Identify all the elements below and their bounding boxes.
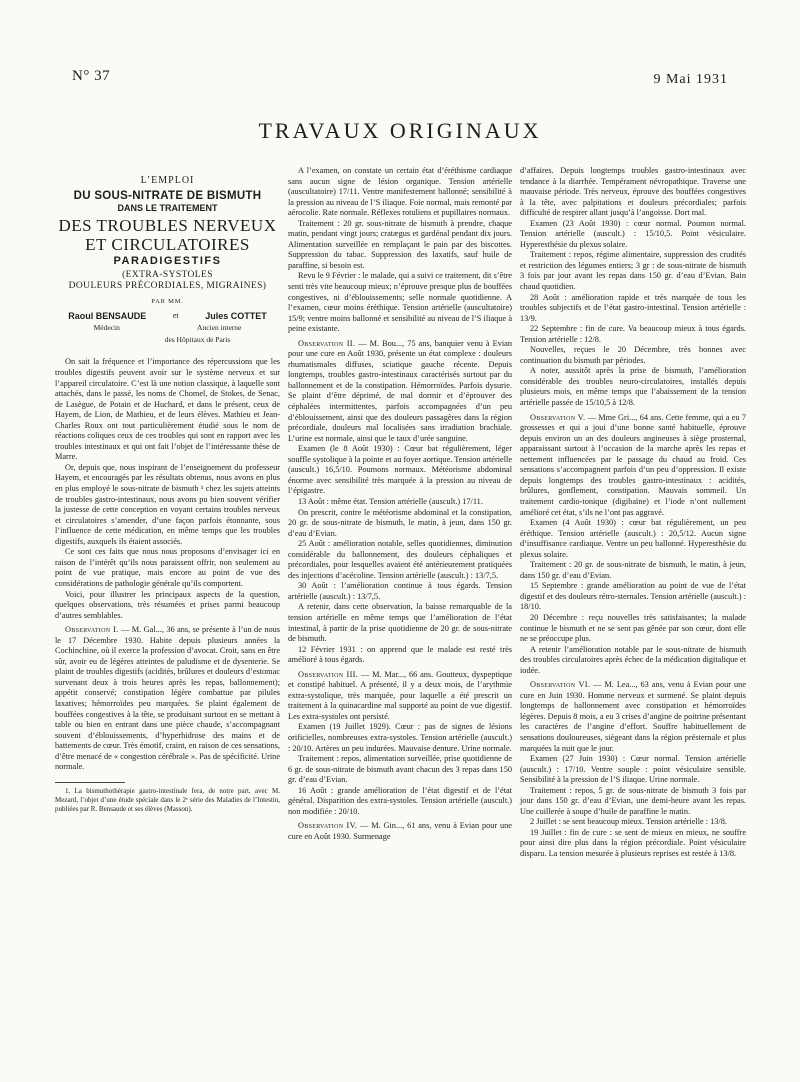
footnote: 1. La bismuthothérapie gastro-intestinale fera, de notre part, avec M. Mezard, l’objet d’une étude spéciale dans le 2ᵉ série des Maladies de l’Intestin, publiées par R. Bensaude et ses élèves (Masson). <box>55 786 280 813</box>
paragraph: Ce sont ces faits que nous nous proposons d’envisager ici en raison de l’intérêt qu’ils nous paraissent offrir, non seulement au point de vue pratique, mais encore au point de vue des considérations de pathologie générale qu’ils comportent. <box>55 547 280 588</box>
paragraph: Traitement : repos, 5 gr. de sous-nitrate de bismuth 3 fois par jour dans 150 gr. d’eau d’Evian, une demi-heure avant les repas. Une cuillerée à soupe d’huile de paraffine le matin. <box>520 785 746 816</box>
paragraph: A retenir l’amélioration notable par le sous-nitrate de bismuth des troubles circulatoires après échec de la médication digitalique et iodée. <box>520 644 746 675</box>
paragraph: On sait la fréquence et l’importance des répercussions que les troubles digestifs peuvent avoir sur le système nerveux et sur l’appareil circulatoire. C’est là une notion classique, à laquelle sont attachés, dans le passé, les noms de Chomel, de Stokes, de Senac, de Lasègue, de Potain et de Huchard, et dans le présent, ceux de Hayem, de Lion, de Mathieu, et de leurs élèves. Mathieu et Jean-Charles Roux ont tout particulièrement étudié sous le nom de réactions coliques ceux de ces troubles qui sont en rapport avec les troubles intestinaux et qui ont fait l’objet de l’intéressante thèse de Marre. <box>55 357 280 462</box>
section-title: TRAVAUX ORIGINAUX <box>258 118 542 143</box>
paragraph: Traitement : 20 gr. sous-nitrate de bismuth à prendre, chaque matin, pendant vingt jours; cratægus et gardénal pendant dix jours. Alimentation surveillée en remplaçant le pain par des biscottes. Suppression du tabac. Suppression des laxatifs, sauf huile de paraffine, si besoin est. <box>288 218 512 270</box>
paragraph: A noter, aussitôt après la prise de bismuth, l’amélioration considérable des troubles neuro-circulatoires, installés depuis plusieurs mois, en même temps que l’abaissement de la tension artérielle passée de 15/10,5 à 12/8. <box>520 366 746 408</box>
observation-heading: Observation VI. <box>530 680 591 690</box>
title-line: DES TROUBLES NERVEUX <box>58 215 277 235</box>
observation-text: — M. Bou..., 75 ans, banquier venu à Evian pour une cure en Août 1930, présente un état complexe : douleurs rhumatismales diffuses, sciatique gauche récente. Depuis longtemps, troubles gastro-intestinaux caractérisés surtout par du ballonnement et de la constipation. Hémorroïdes. Parfois dysurie. Se plaint d’être déprimé, de mal dormir et d’éprouver des céphalées intermittentes, parfois accompagnées d’un peu d’éblouissement, ainsi que des douleurs passagères dans la région précordiale, douleurs mal localisées sans irradiation brachiale. L’urine est normale, ainsi que le taux d’urée sanguine. <box>288 338 513 443</box>
observation-paragraph <box>288 670 512 723</box>
author-roles <box>55 323 280 334</box>
footnote-rule <box>55 782 125 783</box>
paragraph: Voici, pour illustrer les principaux aspects de la question, quelques observations, très résumées et prises parmi beaucoup d’autres semblables. <box>55 589 280 620</box>
paragraph: A l’examen, on constate un certain état d’éréthisme cardiaque sans aucun signe de lésion organique. Tension artérielle (auscultatoire) 17/11. Ventre manifestement ballonné; sensibilité à la pression au niveau de l’S iliaque. Foie normal, mais remonté par aérocolie. Rate normale. Réflexes rotuliens et pupillaires normaux. <box>288 166 512 218</box>
author-role: Ancien interne <box>197 323 242 333</box>
issue-number: N° 37 <box>72 68 111 84</box>
paragraph: 22 Septembre : fin de cure. Va beaucoup mieux à tous égards. Tension artérielle : 12/8. <box>520 324 746 344</box>
column-2 <box>288 166 512 842</box>
paragraph: 15 Septembre : grande amélioration au point de vue de l’état digestif et des douleurs rétro-sternales. Tension artérielle (auscult.) : 18/10. <box>520 581 746 612</box>
observation-paragraph <box>55 625 280 773</box>
paragraph: Traitement : repos, régime alimentaire, suppression des crudités et restriction des légumes entiers; 3 gr : de sous-nitrate de bismuth 3 fois par jour avant les repas dans 150 gr. d’eau d’Evian. Bain chaud quotidien. <box>520 250 746 292</box>
column-1 <box>55 166 280 814</box>
paragraph: 16 Août : grande amélioration de l’état digestif et de l’état général. Disparition des extra-systoles. Tension artérielle (auscult.) non modifiée : 20/10. <box>288 785 512 816</box>
paragraph: Examen (27 Juin 1930) : Cœur normal. Tension artérielle (auscult.) : 17/10. Ventre souple : point vésiculaire sensible. Sensibilité à la pression de l’S iliaque. Urine normale. <box>520 754 746 785</box>
paragraph: 20 Décembre : reçu nouvelles très satisfaisantes; la malade continue le bismuth et ne se sent pas gênée par son cœur, dont elle ne se préoccupe plus. <box>520 612 746 644</box>
observation-text: — Mme Gri..., 64 ans. Cette femme, qui a eu 7 grossesses et qui a joui d’une bonne santé habituelle, éprouve depuis environ un an des douleurs angineuses à siège prosternal, apparaissant surtout à l’occasion de la marche après les repas et nettement influencées par le passage du chaud au froid. Ces sensations s’accompagnent parfois d’un peu d’oppression. Il existe depuis longtemps des troubles gastro-intestinaux : acidités, brûlures, gonflement, constipation. Mauvais sommeil. Un traitement cardio-tonique (digibaïne) et l’iode n’ont nullement amélioré cet état, s’ils ne l’ont pas aggravé. <box>520 412 746 517</box>
observation-text: — M. Gin..., 61 ans, venu à Evian pour une cure en Août 1930. Surmenage <box>288 821 512 841</box>
paragraph: 13 Août : même état. Tension artérielle (auscult.) 17/11. <box>298 496 483 506</box>
title-line: DU SOUS-NITRATE DE BISMUTH <box>73 189 262 202</box>
observation-heading: Observation III. <box>298 669 359 679</box>
paragraph: Traitement : repos, alimentation surveillée, prise quotidienne de 6 gr. de sous-nitrate de bismuth avant chacun des 3 repas dans 150 gr. d’eau d’Evian. <box>288 754 512 785</box>
author-name: Raoul BENSAUDE <box>68 310 147 321</box>
paragraph: Examen (23 Août 1930) : cœur normal. Poumon normal. Tension artérielle (auscult.) : 15/10,5. Point vésiculaire. Hyperesthésie du plexus solaire. <box>520 218 746 249</box>
observation-heading: Observation I. <box>65 625 119 635</box>
observation-heading: Observation V. <box>530 412 586 422</box>
column-3 <box>520 166 746 860</box>
paragraph: 2 Juillet : se sent beaucoup mieux. Tension artérielle : 13/8. <box>530 817 727 827</box>
paragraph: On prescrit, contre le météorisme abdominal et la constipation, 20 gr. de sous-nitrate de bismuth, le matin, à jeun, dans 150 gr. d’eau d’Evian. <box>288 507 512 538</box>
paragraph: d’affaires. Depuis longtemps troubles gastro-intestinaux avec tendance à la diarrhée. Tempérament névropathique. Traverse une mauvaise période. Très nerveux, éprouve des bouffées congestives à la tête, avec palpitations et douleurs précordiales; parfois difficulté de respirer allant jusqu’à l’angoisse. Dort mal. <box>520 166 746 218</box>
title-line: (EXTRA-SYSTOLES <box>122 270 213 281</box>
title-line: PARADIGESTIFS <box>113 254 222 267</box>
paragraph: Or, depuis que, nous inspirant de l’enseignement du professeur Hayem, et encouragés par les résultats obtenus, nous avons en plus en plus employé le sous-nitrate de bismuth ¹ chez les sujets atteints de troubles gastro-intestinaux, nous avons pu bien souvent vérifier la justesse de cette conception en voyant certains troubles nerveux et circulatoires s’amender, d’une façon parfois étonnante, sous l’influence de cette médication, en même temps que les troubles digestifs, auxquels ils étaient associés. <box>55 462 280 546</box>
byline-par: PAR MM. <box>151 298 184 306</box>
observation-paragraph <box>520 413 746 518</box>
observation-heading: Observation IV. <box>298 821 358 831</box>
paragraph: A retenir, dans cette observation, la baisse remarquable de la tension artérielle en même temps que l’amélioration de l’état intestinal, à partir de la prise quotidienne de 20 gr. de sous-nitrate de bismuth. <box>288 602 512 644</box>
paragraph: Examen (le 8 Août 1930) : Cœur bat régulièrement, léger souffle systolique à la pointe et au foyer aortique. Tension artérielle (auscult.) 16,5/10. Poumons normaux. Météorisme abdominal énorme avec sensibilité très marquée à la pression au niveau de l’épigastre. <box>288 444 512 496</box>
observation-paragraph <box>520 680 746 754</box>
paragraph: 25 Août : amélioration notable, selles quotidiennes, diminution considérable du ballonnement, des douleurs céphaliques et précordiales, pour lesquelles avaient été antérieurement pratiquées des injections d’acécoline. Tension artérielle (auscult.) : 13/7,5. <box>288 539 512 580</box>
title-line: DOULEURS PRÉCORDIALES, MIGRAINES) <box>68 280 267 291</box>
paragraph: Nouvelles, reçues le 20 Décembre, très bonnes avec continuation du bismuth par périodes. <box>520 345 746 365</box>
paragraph: Examen (4 Août 1930) : cœur bat régulièrement, un peu éréthique. Tension artérielle (auscult.) : 20,5/12. Aucun signe d’insuffisance cardiaque. Ventre un peu ballonné. Hyperesthésie du plexus solaire. <box>520 518 746 559</box>
observation-heading: Observation II. <box>298 338 356 348</box>
paragraph: 28 Août : amélioration rapide et très marquée de tous les troubles subjectifs et de l’état gastro-intestinal. Tension artérielle : 13/9. <box>520 292 746 323</box>
article-title <box>55 176 280 308</box>
paragraph: 12 Février 1931 : on apprend que le malade est resté très amélioré à tous égards. <box>288 644 512 665</box>
observation-paragraph <box>288 339 512 444</box>
issue-date: 9 Mai 1931 <box>653 72 728 87</box>
paragraph: 30 Août : l’amélioration continue à tous égards. Tension artérielle (auscult.) : 13/7,5. <box>288 581 512 601</box>
author-affiliation: des Hôpitaux de Paris <box>164 334 231 344</box>
title-line: ET CIRCULATOIRES <box>85 234 250 254</box>
paragraph: Examen (19 Juillet 1929). Cœur : pas de signes de lésions orificielles, nombreuses extra-systoles. Tension artérielle (auscult.) : 20/10. Artères un peu indurées. Mauvaise denture. Urine normale. <box>288 722 512 753</box>
author-name: Jules COTTET <box>205 310 267 321</box>
observation-text: — M. Gal..., 36 ans, se présente à l’un de nous le 17 Décembre 1930. Habite depuis plusieurs années la Cochinchine, où il exerce la profession d’avocat. Croit, sans en être sûr, avoir eu de légères atteintes de paludisme et de dysenterie. Se plaint de troubles digestifs (acidités, brûlures et douleurs d’estomac survenant deux à trois heures après les repas, ballonnement); appétit conservé; constipation légère combattue par pilules laxatives; hémorroïdes peu marquées. Se plaint également de bouffées congestives à la tête, se produisant surtout en se mettant à table ou bien en entrant dans une pièce chaude, s’accompagnant souvent d’éblouissements, d’hyperhidrose des mains et de battements de cœur. Très émotif, craint, en raison de ces sensations, d’être menacé de « congestion cérébrale ». Pas de spécificité. Urine normale. <box>55 625 280 772</box>
authors <box>55 311 280 322</box>
author-role: Médecin <box>93 323 120 333</box>
title-line: DANS LE TRAITEMENT <box>117 203 218 214</box>
observation-text: — M. Mar..., 66 ans. Goutteux, dyspeptique et constipé habituel. A présenté, il y a deux mois, de l’arythmie extra-systolique, très marquée, pour laquelle a été prescrit un traitement à la quinacardine mal supporté au point de vue digestif. Les extra-systoles ont persisté. <box>288 669 512 721</box>
paragraph: Traitement : 20 gr. de sous-nitrate de bismuth, le matin, à jeun, dans 150 gr. d’eau d’Evian. <box>520 560 746 580</box>
observation-paragraph <box>288 821 512 842</box>
observation-text: — M. Lea..., 63 ans, venu à Evian pour une cure en Juin 1930. Homme nerveux et surmené. Se plaint depuis longtemps de ballonnement avec constipation et hémorroïdes légères. Depuis 8 mois, a eu 3 crises d’angine de poitrine présentant les caractères de l’angine d’effort. Souffre habituellement de sensations douloureuses, siégeant dans la région présternale et plus marquées la nuit que le jour. <box>520 680 746 753</box>
title-line: L’EMPLOI <box>140 175 195 186</box>
author-conjunction: et <box>172 310 179 320</box>
paragraph: Revu le 9 Février : le malade, qui a suivi ce traitement, dit s’être senti très vite beaucoup mieux; n’éprouve presque plus de bouffées congestives, ni d’éblouissements; selle normale quotidienne. A l’examen, cœur moins éréthique. Tension artérielle (auscultatoire) 15/9; ventre moins ballonné et sensibilité au niveau de l’S iliaque à peine existante. <box>288 271 512 334</box>
paragraph: 19 Juillet : fin de cure : se sent de mieux en mieux, ne souffre pour ainsi dire plus dans la région précordiale. Point vésiculaire disparu. La tension mesurée à plusieurs reprises est restée à 13/8. <box>520 827 746 858</box>
